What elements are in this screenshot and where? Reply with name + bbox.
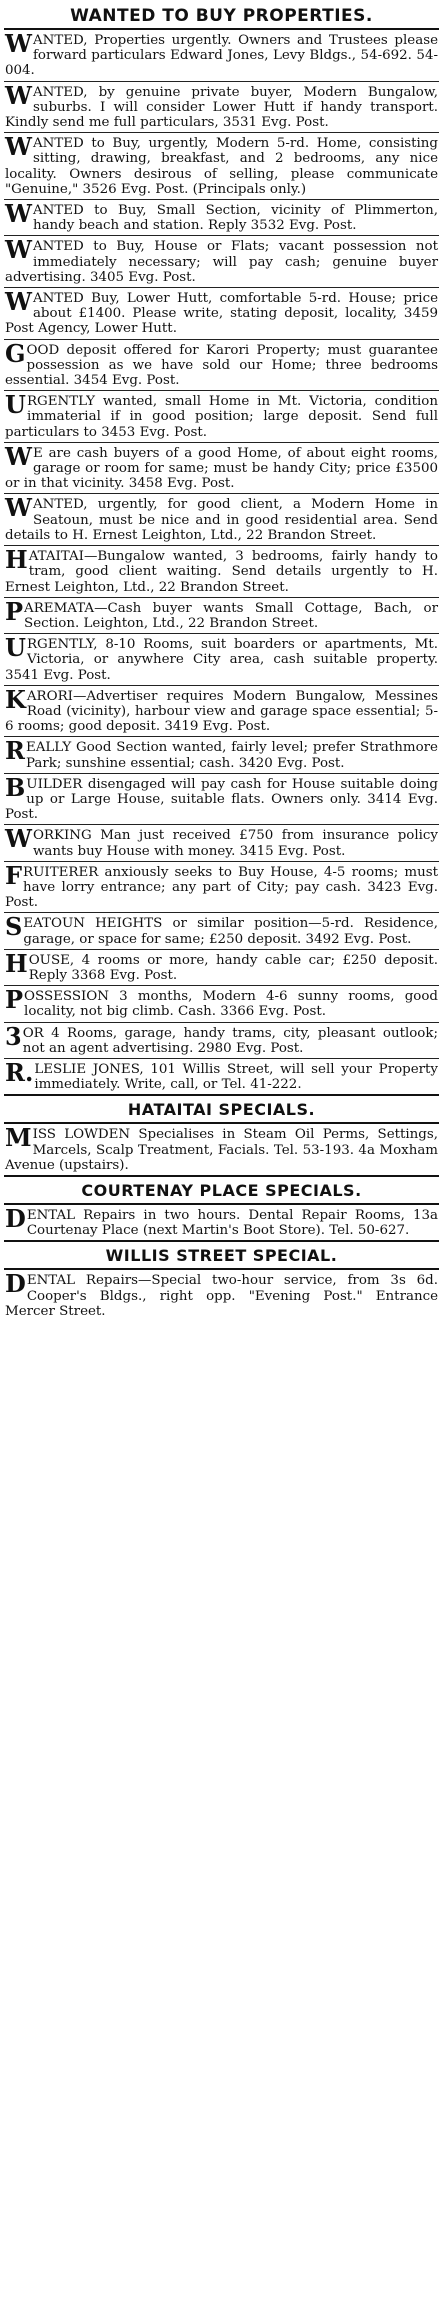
ad-initial: U bbox=[5, 390, 26, 420]
classified-ad bbox=[4, 1270, 439, 1321]
ad-text: RUITERER anxiously seeks to Buy House, 4-5 rooms; must have lorry entrance; any part of City; pay cash. 3423 Evg. Post. bbox=[5, 864, 438, 911]
classified-ad bbox=[4, 737, 439, 772]
ad-text: ATAITAI—Bungalow wanted, 3 bedrooms, fairly handy to tram, good client waiting. Send details urgently to H. Ernest Leighton, Ltd., 22 Brandon Street. bbox=[5, 549, 438, 595]
ad-initial: 3 bbox=[5, 1021, 22, 1051]
ad-initial: F bbox=[5, 860, 23, 890]
ad-initial: W bbox=[5, 235, 32, 265]
classified-ad bbox=[4, 774, 439, 825]
ad-initial: H bbox=[5, 948, 28, 978]
ad-text: OR 4 Rooms, garage, handy trams, city, pleasant outlook; not an agent advertising. 2980 Evg. Post. bbox=[22, 1025, 438, 1056]
ad-text: ORKING Man just received £750 from insurance policy wants buy House with money. 3415 Evg. Post. bbox=[32, 828, 438, 859]
classified-ad bbox=[4, 391, 439, 442]
classified-ad bbox=[4, 82, 439, 133]
ad-text: OUSE, 4 rooms or more, handy cable car; £250 deposit. Reply 3368 Evg. Post. bbox=[28, 952, 438, 983]
ad-text: OSSESSION 3 months, Modern 4-6 sunny rooms, good locality, not big climb. Cash. 3366 Evg. Post. bbox=[24, 989, 438, 1020]
classified-ad bbox=[4, 862, 439, 913]
ad-initial: H bbox=[5, 545, 28, 575]
ad-initial: D bbox=[5, 1269, 26, 1299]
ad-initial: R bbox=[5, 736, 25, 766]
section-heading: WANTED TO BUY PROPERTIES. bbox=[70, 6, 373, 26]
ad-text: ANTED to Buy, Small Section, vicinity of Plimmerton, handy beach and station. Reply 3532 Evg. Post. bbox=[32, 203, 438, 234]
classified-ad bbox=[4, 598, 439, 633]
ad-text: ANTED Buy, Lower Hutt, comfortable 5-rd. House; price about £1400. Please write, stating deposit, locality, 3459 Post Agency, Lower Hutt. bbox=[5, 291, 438, 337]
ad-initial: W bbox=[5, 824, 32, 854]
ad-text: ANTED, by genuine private buyer, Modern Bungalow, suburbs. I will consider Lower Hutt if handy transport. Kindly send me full particulars, 3531 Evg. Post. bbox=[5, 84, 438, 131]
column-content bbox=[4, 6, 439, 1321]
section-heading: WILLIS STREET SPECIAL. bbox=[105, 1246, 338, 1266]
ad-initial: P bbox=[5, 596, 24, 626]
section-heading: HATAITAI SPECIALS. bbox=[127, 1100, 316, 1120]
classified-ad bbox=[4, 634, 439, 685]
classified-ad bbox=[4, 986, 439, 1021]
classified-ad bbox=[4, 825, 439, 860]
classified-ad bbox=[4, 686, 439, 737]
ad-initial: U bbox=[5, 633, 26, 663]
ad-text: E are cash buyers of a good Home, of about eight rooms, garage or room for same; must be handy City; price £3500 or in that vicinity. 3458 Evg. Post. bbox=[5, 445, 438, 492]
ad-text: OOD deposit offered for Karori Property; must guarantee possession as we have sold our Home; three bedrooms essential. 3454 Evg. Post. bbox=[5, 342, 438, 389]
ad-text: AREMATA—Cash buyer wants Small Cottage, Bach, or Section. Leighton, Ltd., 22 Brandon Street. bbox=[24, 600, 438, 631]
classified-ad bbox=[4, 443, 439, 494]
classified-ad bbox=[4, 1023, 439, 1058]
ad-initial: W bbox=[5, 29, 32, 58]
classified-ad bbox=[4, 133, 439, 199]
classified-ad bbox=[4, 30, 439, 81]
ad-text: ANTED, urgently, for good client, a Modern Home in Seatoun, must be nice and in good residential area. Send details to H. Ernest Leighton, Ltd., 22 Brandon Street. bbox=[5, 497, 438, 543]
ad-text: RGENTLY, 8-10 Rooms, suit boarders or apartments, Mt. Victoria, or anywhere City area, cash suitable property. 3541 Evg. Post. bbox=[5, 637, 438, 683]
ad-text: ENTAL Repairs—Special two-hour service, from 3s 6d. Cooper's Bldgs., right opp. "Evening Post." Entrance Mercer Street. bbox=[5, 1273, 438, 1319]
section-heading: COURTENAY PLACE SPECIALS. bbox=[81, 1181, 362, 1200]
ad-initial: W bbox=[5, 80, 32, 110]
ad-initial: G bbox=[5, 338, 26, 368]
classified-ad bbox=[4, 340, 439, 391]
ad-initial: R. bbox=[5, 1057, 34, 1087]
ad-initial: K bbox=[5, 684, 26, 714]
ad-initial: W bbox=[5, 493, 32, 523]
ad-initial: S bbox=[5, 912, 23, 942]
ad-text: EALLY Good Section wanted, fairly level; prefer Strathmore Park; sunshine essential; cash. 3420 Evg. Post. bbox=[25, 740, 438, 771]
classified-ad bbox=[4, 1205, 439, 1240]
ad-initial: D bbox=[5, 1204, 26, 1233]
classified-ad bbox=[4, 913, 439, 948]
ad-text: ANTED to Buy, urgently, Modern 5-rd. Home, consisting sitting, drawing, breakfast, and 2 bedrooms, any nice locality. Owners desirous of selling, please communicate "Genuine," 3526 Evg. Post. (Principals only.) bbox=[5, 136, 438, 197]
classified-ad bbox=[4, 494, 439, 545]
ad-initial: W bbox=[5, 441, 32, 471]
ad-text: ANTED, Properties urgently. Owners and Trustees please forward particulars Edward Jones, Levy Bldgs., 54-692. 54-004. bbox=[5, 33, 438, 79]
ad-initial: W bbox=[5, 132, 32, 162]
ad-text: UILDER disengaged will pay cash for House suitable doing up or Large House, suitable flats. Owners only. 3414 Evg. Post. bbox=[5, 776, 438, 823]
classified-ad bbox=[4, 200, 439, 235]
classified-ad bbox=[4, 288, 439, 339]
ad-text: ANTED to Buy, House or Flats; vacant possession not immediately necessary; will pay cash; genuine buyer advertising. 3405 Evg. Post. bbox=[5, 239, 438, 285]
ad-text: ENTAL Repairs in two hours. Dental Repair Rooms, 13a Courtenay Place (next Martin's Boot Store). Tel. 50-627. bbox=[26, 1208, 438, 1239]
classified-ad bbox=[4, 236, 439, 287]
ad-initial: W bbox=[5, 287, 32, 317]
ad-text: RGENTLY wanted, small Home in Mt. Victoria, condition immaterial if in good position; large deposit. Send full particulars to 3453 Evg. Post. bbox=[5, 394, 438, 440]
ad-initial: P bbox=[5, 985, 24, 1015]
ad-text: ARORI—Advertiser requires Modern Bungalow, Messines Road (vicinity), harbour view and garage space essential; 5-6 rooms; good deposit. 3419 Evg. Post. bbox=[5, 688, 438, 735]
classified-ad bbox=[4, 1124, 439, 1175]
ad-text: LESLIE JONES, 101 Willis Street, will sell your Property immediately. Write, call, or Tel. 41-222. bbox=[34, 1061, 438, 1093]
ad-text: ISS LOWDEN Specialises in Steam Oil Perms, Settings, Marcels, Scalp Treatment, Facials. Tel. 53-193. 4a Moxham Avenue (upstairs). bbox=[5, 1127, 438, 1173]
classified-ad bbox=[4, 546, 439, 597]
ad-initial: M bbox=[5, 1123, 32, 1153]
ad-initial: B bbox=[5, 772, 26, 802]
ad-initial: W bbox=[5, 199, 32, 229]
ad-text: EATOUN HEIGHTS or similar position—5-rd. Residence, garage, or space for same; £250 deposit. 3492 Evg. Post. bbox=[23, 916, 438, 947]
classified-ad bbox=[4, 950, 439, 985]
classified-column bbox=[0, 6, 443, 2297]
classified-ad bbox=[4, 1059, 439, 1094]
